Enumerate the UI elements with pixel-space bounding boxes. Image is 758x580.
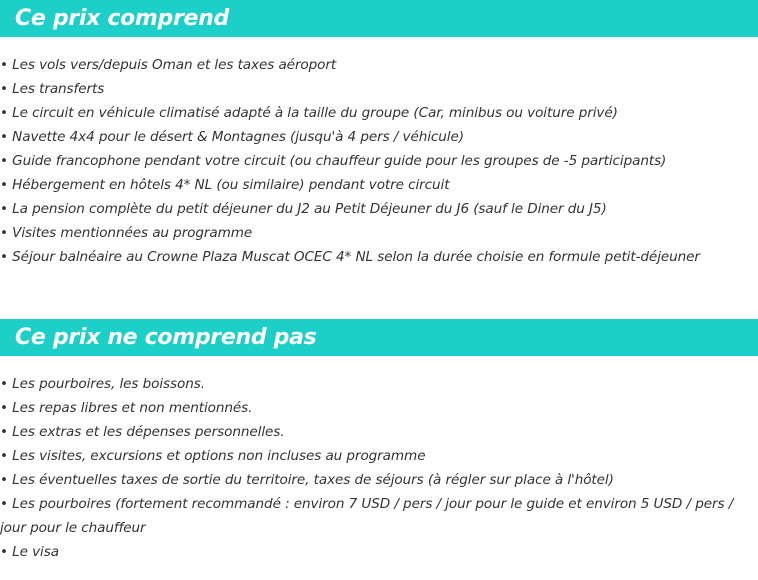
- bullet-icon: •: [0, 472, 8, 488]
- list-item-text: Les transferts: [12, 81, 105, 97]
- bullet-icon: •: [0, 376, 8, 392]
- list-item-text: Les visites, excursions et options non incluses au programme: [12, 448, 426, 464]
- bullet-icon: •: [0, 153, 8, 169]
- excluded-list: [0, 372, 756, 564]
- list-item-text: La pension complète du petit déjeuner du J2 au Petit Déjeuner du J6 (sauf le Diner du J5): [12, 201, 607, 217]
- list-item-text: Hébergement en hôtels 4* NL (ou similaire) pendant votre circuit: [12, 177, 450, 193]
- bullet-icon: •: [0, 177, 8, 193]
- list-item-text: Le circuit en véhicule climatisé adapté à la taille du groupe (Car, minibus ou voiture privé): [12, 105, 618, 121]
- list-item-text: Visites mentionnées au programme: [12, 225, 253, 241]
- list-item-text: Les pourboires (fortement recommandé : environ 7 USD / pers / jour pour le guide et environ 5 USD / pers / jour pour le chauffeur: [0, 496, 734, 536]
- bullet-icon: •: [0, 201, 8, 217]
- list-item-text: Guide francophone pendant votre circuit (ou chauffeur guide pour les groupes de -5 participants): [12, 153, 667, 169]
- bullet-icon: •: [0, 448, 8, 464]
- bullet-icon: •: [0, 400, 8, 416]
- list-item-text: Le visa: [12, 544, 59, 560]
- list-item-text: Navette 4x4 pour le désert & Montagnes (jusqu'à 4 pers / véhicule): [12, 129, 464, 145]
- section-title-excluded: Ce prix ne comprend pas: [15, 325, 317, 350]
- list-item: [0, 444, 756, 468]
- list-item: [0, 77, 756, 101]
- bullet-icon: •: [0, 129, 8, 145]
- list-item: [0, 420, 756, 444]
- list-item-text: Séjour balnéaire au Crowne Plaza Muscat OCEC 4* NL selon la durée choisie en formule petit-déjeuner: [12, 249, 700, 265]
- list-item: [0, 540, 756, 564]
- bullet-icon: •: [0, 544, 8, 560]
- list-item: [0, 125, 756, 149]
- bullet-icon: •: [0, 105, 8, 121]
- bullet-icon: •: [0, 424, 8, 440]
- list-item-text: Les repas libres et non mentionnés.: [12, 400, 253, 416]
- list-item: [0, 468, 756, 492]
- list-item: [0, 149, 756, 173]
- list-item-text: Les extras et les dépenses personnelles.: [12, 424, 285, 440]
- section-header-excluded: [0, 319, 758, 356]
- bullet-icon: •: [0, 81, 8, 97]
- list-item-text: Les vols vers/depuis Oman et les taxes aéroport: [12, 57, 337, 73]
- list-item: [0, 221, 756, 245]
- list-item: [0, 101, 756, 125]
- list-item: [0, 396, 756, 420]
- section-title-included: Ce prix comprend: [15, 6, 229, 31]
- bullet-icon: •: [0, 249, 8, 265]
- list-item: [0, 245, 756, 269]
- list-item: [0, 492, 756, 540]
- section-header-included: [0, 0, 758, 37]
- list-item-text: Les éventuelles taxes de sortie du territoire, taxes de séjours (à régler sur place à l'hôtel): [12, 472, 614, 488]
- list-item: [0, 173, 756, 197]
- list-item: [0, 372, 756, 396]
- list-item: [0, 53, 756, 77]
- bullet-icon: •: [0, 225, 8, 241]
- list-item-text: Les pourboires, les boissons.: [12, 376, 205, 392]
- bullet-icon: •: [0, 496, 8, 512]
- list-item: [0, 197, 756, 221]
- included-list: [0, 53, 756, 269]
- bullet-icon: •: [0, 57, 8, 73]
